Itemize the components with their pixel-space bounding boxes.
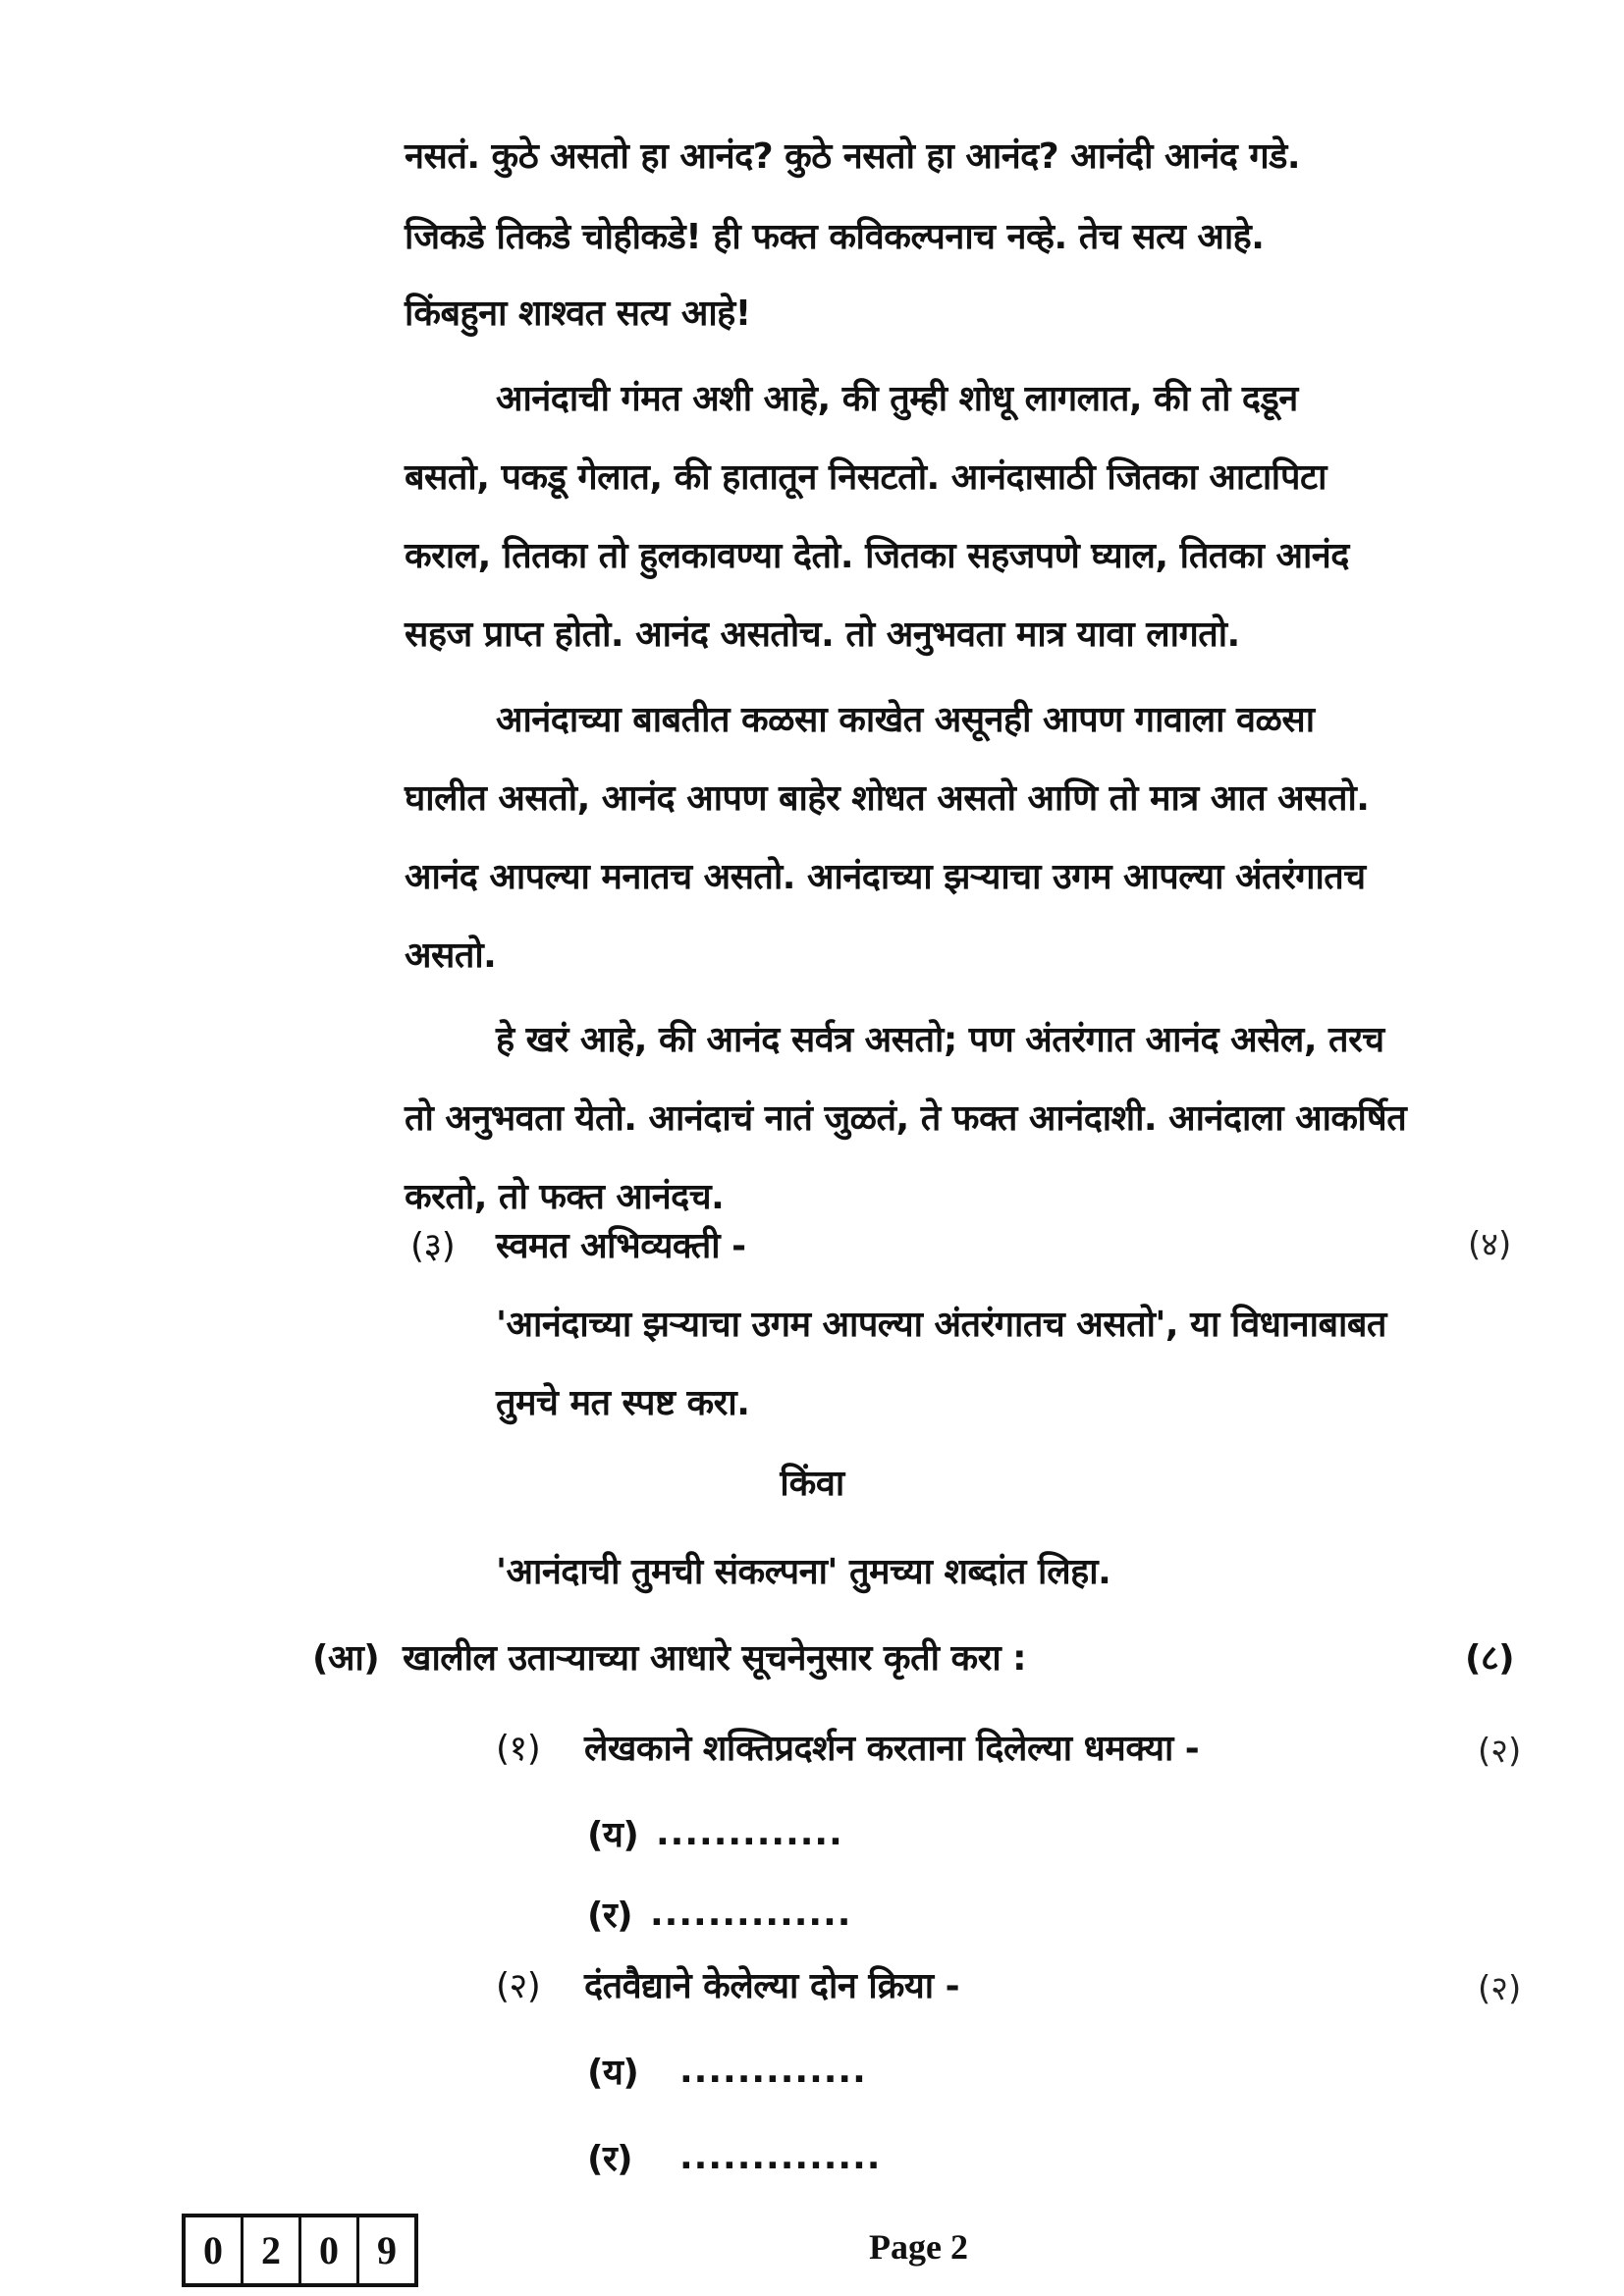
alternative-prompt: 'आनंदाची तुमची संकल्पना' तुमच्या शब्दांत लिहा. xyxy=(496,1552,1111,1592)
passage-line: कराल, तितका तो हुलकावण्या देतो. जितका सहजपणे घ्याल, तितका आनंद xyxy=(405,536,1349,576)
passage-line: आनंद आपल्या मनातच असतो. आनंदाच्या झऱ्याचा उगम आपल्या अंतरंगातच xyxy=(405,857,1366,897)
passage-line: तो अनुभवता येतो. आनंदाचं नातं जुळतं, ते फक्त आनंदाशी. आनंदाला आकर्षित xyxy=(405,1098,1407,1139)
passage-line: असतो. xyxy=(405,935,497,976)
question-prompt-line: 'आनंदाच्या झऱ्याचा उगम आपल्या अंतरंगातच असतो', या विधानाबाबत xyxy=(496,1305,1386,1345)
paper-code-digit: 0 xyxy=(301,2217,359,2283)
passage-line: सहज प्राप्त होतो. आनंद असतोच. तो अनुभवता मात्र यावा लागतो. xyxy=(405,614,1240,655)
section-instruction: खालील उताऱ्याच्या आधारे सूचनेनुसार कृती करा : xyxy=(403,1638,1027,1679)
paper-code-digit: 9 xyxy=(377,2228,397,2272)
question-prompt-line: तुमचे मत स्पष्ट करा. xyxy=(496,1383,750,1423)
sub-question-marks: (२) xyxy=(1478,1732,1522,1771)
sub-question-text: लेखकाने शक्तिप्रदर्शन करताना दिलेल्या धमक्या - xyxy=(584,1729,1200,1769)
answer-blank[interactable]: .............. xyxy=(650,1894,852,1934)
passage-line: आनंदाच्या बाबतीत कळसा काखेत असूनही आपण गावाला वळसा xyxy=(496,700,1315,740)
passage-line: किंबहुना शाश्वत सत्य आहे! xyxy=(405,294,751,334)
passage-line: आनंदाची गंमत अशी आहे, की तुम्ही शोधू लागलात, की तो दडून xyxy=(496,379,1298,419)
passage-line: नसतं. कुठे असतो हा आनंद? कुठे नसतो हा आनंद? आनंदी आनंद गडे. xyxy=(405,136,1301,177)
answer-label: (र) xyxy=(587,1896,633,1936)
section-marks: (८) xyxy=(1465,1638,1515,1679)
question-marks: (४) xyxy=(1468,1225,1512,1264)
passage-line: हे खरं आहे, की आनंद सर्वत्र असतो; पण अंतरंगात आनंद असेल, तरच xyxy=(496,1020,1384,1060)
passage-line: बसतो, पकडू गेलात, की हातातून निसटतो. आनंदासाठी जितका आटापिटा xyxy=(405,457,1326,498)
paper-code-digit: 0 xyxy=(186,2217,244,2283)
answer-label: (य) xyxy=(587,2053,639,2093)
question-number: (३) xyxy=(410,1226,456,1266)
answer-label: (य) xyxy=(587,1815,639,1855)
answer-blank[interactable]: .............. xyxy=(679,2137,882,2177)
answer-label: (र) xyxy=(587,2139,633,2179)
answer-blank[interactable]: ............. xyxy=(679,2051,867,2091)
passage-line: जिकडे तिकडे चोहीकडे! ही फक्त कविकल्पनाच नव्हे. तेच सत्य आहे. xyxy=(405,217,1265,257)
or-label: किंवा xyxy=(780,1464,844,1504)
paper-code-box xyxy=(182,2214,418,2287)
paper-code-digit: 2 xyxy=(244,2217,301,2283)
sub-question-number: (२) xyxy=(496,1966,541,2006)
sub-question-number: (१) xyxy=(496,1729,541,1769)
section-label: (आ) xyxy=(312,1638,380,1679)
passage-line: घालीत असतो, आनंद आपण बाहेर शोधत असतो आणि तो मात्र आत असतो. xyxy=(405,778,1370,819)
answer-blank[interactable]: ............. xyxy=(656,1813,843,1853)
sub-question-text: दंतवैद्याने केलेल्या दोन क्रिया - xyxy=(584,1966,960,2006)
page-number: Page 2 xyxy=(869,2227,968,2267)
question-title: स्वमत अभिव्यक्ती - xyxy=(496,1226,746,1266)
passage-line: करतो, तो फक्त आनंदच. xyxy=(405,1177,725,1217)
sub-question-marks: (२) xyxy=(1478,1969,1522,2008)
